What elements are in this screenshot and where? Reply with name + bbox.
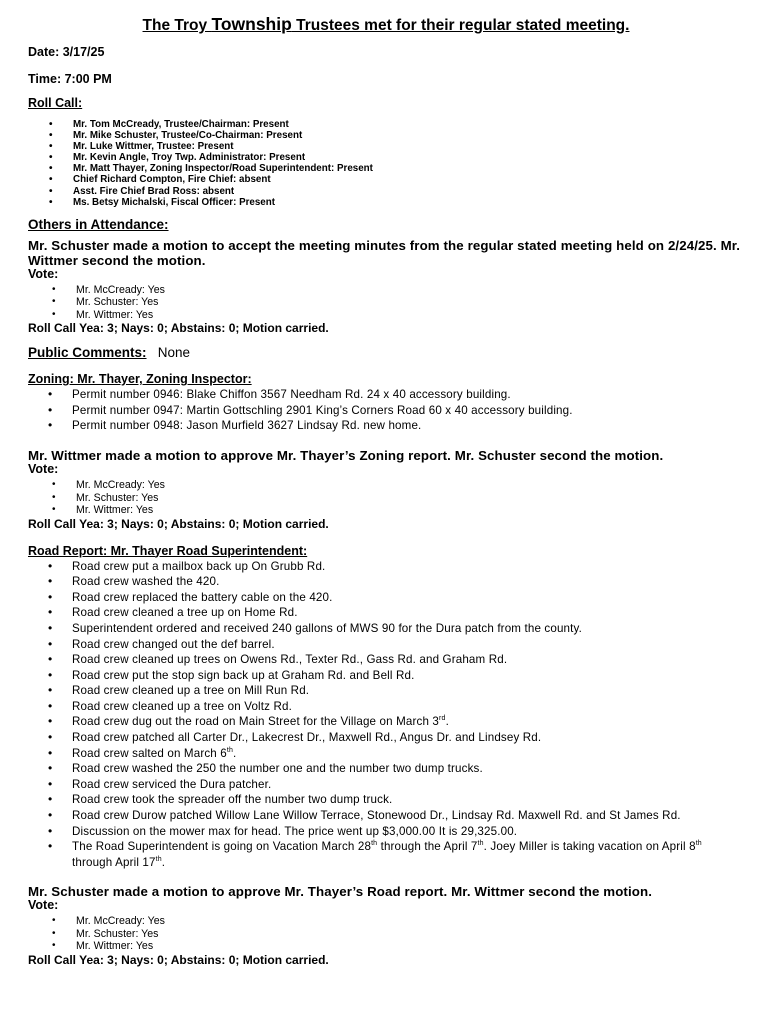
list-item: • Mr. Schuster: Yes	[28, 492, 744, 505]
road-report-heading: Road Report: Mr. Thayer Road Superintendent:	[28, 543, 308, 558]
meeting-time: Time: 7:00 PM	[28, 72, 112, 86]
ordinal-suffix: th	[477, 840, 484, 848]
title-text-1: The Troy	[142, 17, 212, 34]
public-comments-label: Public Comments:	[28, 345, 147, 361]
public-comments-value: None	[157, 345, 191, 361]
list-item: • Road crew patched all Carter Dr., Lakecrest Dr., Maxwell Rd., Angus Dr. and Lindsey Rd.	[28, 730, 744, 746]
motion-zoning: Mr. Wittmer made a motion to approve Mr. Thayer’s Zoning report. Mr. Schuster second the motion.	[28, 448, 664, 464]
ordinal-suffix: th	[226, 746, 233, 754]
others-heading: Others in Attendance:	[28, 216, 169, 232]
list-item: • Road crew washed the 250 the number one and the number two dump trucks.	[28, 761, 744, 777]
meeting-date: Date: 3/17/25	[28, 45, 105, 59]
item-text: Road crew salted on March 6	[72, 746, 227, 760]
vote-list	[28, 479, 744, 517]
list-item: • Mr. McCready: Yes	[28, 284, 744, 297]
list-item: • Mr. McCready: Yes	[28, 479, 744, 492]
list-item: • Permit number 0947: Martin Gottschling 2901 King’s Corners Road 60 x 40 accessory building.	[28, 403, 744, 419]
vote-label: Vote:	[28, 462, 59, 477]
list-item: • Mr. Tom McCready, Trustee/Chairman: Present	[28, 119, 744, 130]
list-item: • Road crew cleaned up a tree on Voltz Rd.	[28, 699, 744, 715]
vote-label: Vote:	[28, 898, 59, 913]
list-item: • Road crew put the stop sign back up at Graham Rd. and Bell Rd.	[28, 668, 744, 684]
list-item	[28, 746, 744, 762]
vote-tally: Roll Call Yea: 3; Nays: 0; Abstains: 0; Motion carried.	[28, 516, 329, 531]
list-item: • Permit number 0946: Blake Chiffon 3567 Needham Rd. 24 x 40 accessory building.	[28, 387, 744, 403]
ordinal-suffix: th	[371, 840, 378, 848]
list-item: • Permit number 0948: Jason Murfield 3627 Lindsay Rd. new home.	[28, 418, 744, 434]
list-item: • Mr. Wittmer: Yes	[28, 504, 744, 517]
item-text: Road crew dug out the road on Main Street for the Village on March 3	[72, 715, 440, 729]
list-item: • Mr. Kevin Angle, Troy Twp. Administrator: Present	[28, 152, 744, 163]
ordinal-suffix: th	[695, 840, 702, 848]
document-title	[28, 14, 744, 36]
item-text: through April 17	[72, 855, 156, 869]
list-item	[28, 714, 744, 730]
vote-label: Vote:	[28, 266, 59, 281]
ordinal-suffix: th	[155, 855, 162, 863]
roll-call-list	[28, 119, 744, 208]
ordinal-suffix: rd	[439, 715, 446, 723]
title-text-3: Trustees met for their regular stated meeting.	[291, 17, 630, 34]
list-item: • Mr. Mike Schuster, Trustee/Co-Chairman: Present	[28, 130, 744, 141]
item-text: .	[232, 746, 237, 760]
item-text: through the April 7	[377, 840, 478, 854]
list-item: • Superintendent ordered and received 240 gallons of MWS 90 for the Dura patch from the county.	[28, 621, 744, 637]
road-report-list	[28, 559, 744, 871]
minutes-page	[28, 14, 744, 967]
list-item: • Road crew put a mailbox back up On Grubb Rd.	[28, 559, 744, 575]
public-comments	[28, 344, 744, 362]
list-item: • Road crew cleaned a tree up on Home Rd.	[28, 605, 744, 621]
list-item: • Mr. Luke Wittmer, Trustee: Present	[28, 141, 744, 152]
vote-list	[28, 284, 744, 322]
list-item: • Chief Richard Compton, Fire Chief: absent	[28, 174, 744, 185]
vote-tally: Roll Call Yea: 3; Nays: 0; Abstains: 0; Motion carried.	[28, 952, 329, 967]
list-item: • Road crew took the spreader off the number two dump truck.	[28, 792, 744, 808]
list-item: • Road crew washed the 420.	[28, 574, 744, 590]
item-text: .	[161, 855, 166, 869]
zoning-heading: Zoning: Mr. Thayer, Zoning Inspector:	[28, 372, 252, 387]
list-item: • Mr. Wittmer: Yes	[28, 940, 744, 953]
roll-call-heading: Roll Call:	[28, 96, 83, 110]
list-item: • Discussion on the mower max for head. The price went up $3,000.00 It is 29,325.00.	[28, 824, 744, 840]
motion-road-report: Mr. Schuster made a motion to approve Mr. Thayer’s Road report. Mr. Wittmer second the motion.	[28, 884, 652, 900]
list-item: • Road crew changed out the def barrel.	[28, 637, 744, 653]
list-item: • Road crew cleaned up trees on Owens Rd., Texter Rd., Gass Rd. and Graham Rd.	[28, 652, 744, 668]
list-item: • Ms. Betsy Michalski, Fiscal Officer: Present	[28, 197, 744, 208]
list-item: • Mr. Matt Thayer, Zoning Inspector/Road Superintendent: Present	[28, 163, 744, 174]
item-text: The Road Superintendent is going on Vacation March 28	[72, 840, 372, 854]
list-item: • Mr. Schuster: Yes	[28, 296, 744, 309]
motion-minutes: Mr. Schuster made a motion to accept the meeting minutes from the regular stated meeting held on 2/24/25. Mr. Wittmer second the motion.	[28, 237, 741, 268]
zoning-list	[28, 387, 744, 434]
list-item: • Road crew cleaned up a tree on Mill Run Rd.	[28, 683, 744, 699]
title-text-2: Township	[211, 14, 292, 34]
item-text: . Joey Miller is taking vacation on April 8	[483, 840, 696, 854]
list-item: • Road crew serviced the Dura patcher.	[28, 777, 744, 793]
list-item: • Asst. Fire Chief Brad Ross: absent	[28, 186, 744, 197]
list-item: • Road crew replaced the battery cable on the 420.	[28, 590, 744, 606]
list-item: • Mr. McCready: Yes	[28, 915, 744, 928]
list-item	[28, 839, 744, 870]
list-item: • Mr. Wittmer: Yes	[28, 309, 744, 322]
vote-list	[28, 915, 744, 953]
list-item: • Road crew Durow patched Willow Lane Willow Terrace, Stonewood Dr., Lindsay Rd. Maxwell Rd. and St James Rd.	[28, 808, 744, 824]
list-item: • Mr. Schuster: Yes	[28, 928, 744, 941]
item-text: .	[445, 715, 449, 729]
vote-tally: Roll Call Yea: 3; Nays: 0; Abstains: 0; Motion carried.	[28, 321, 329, 336]
